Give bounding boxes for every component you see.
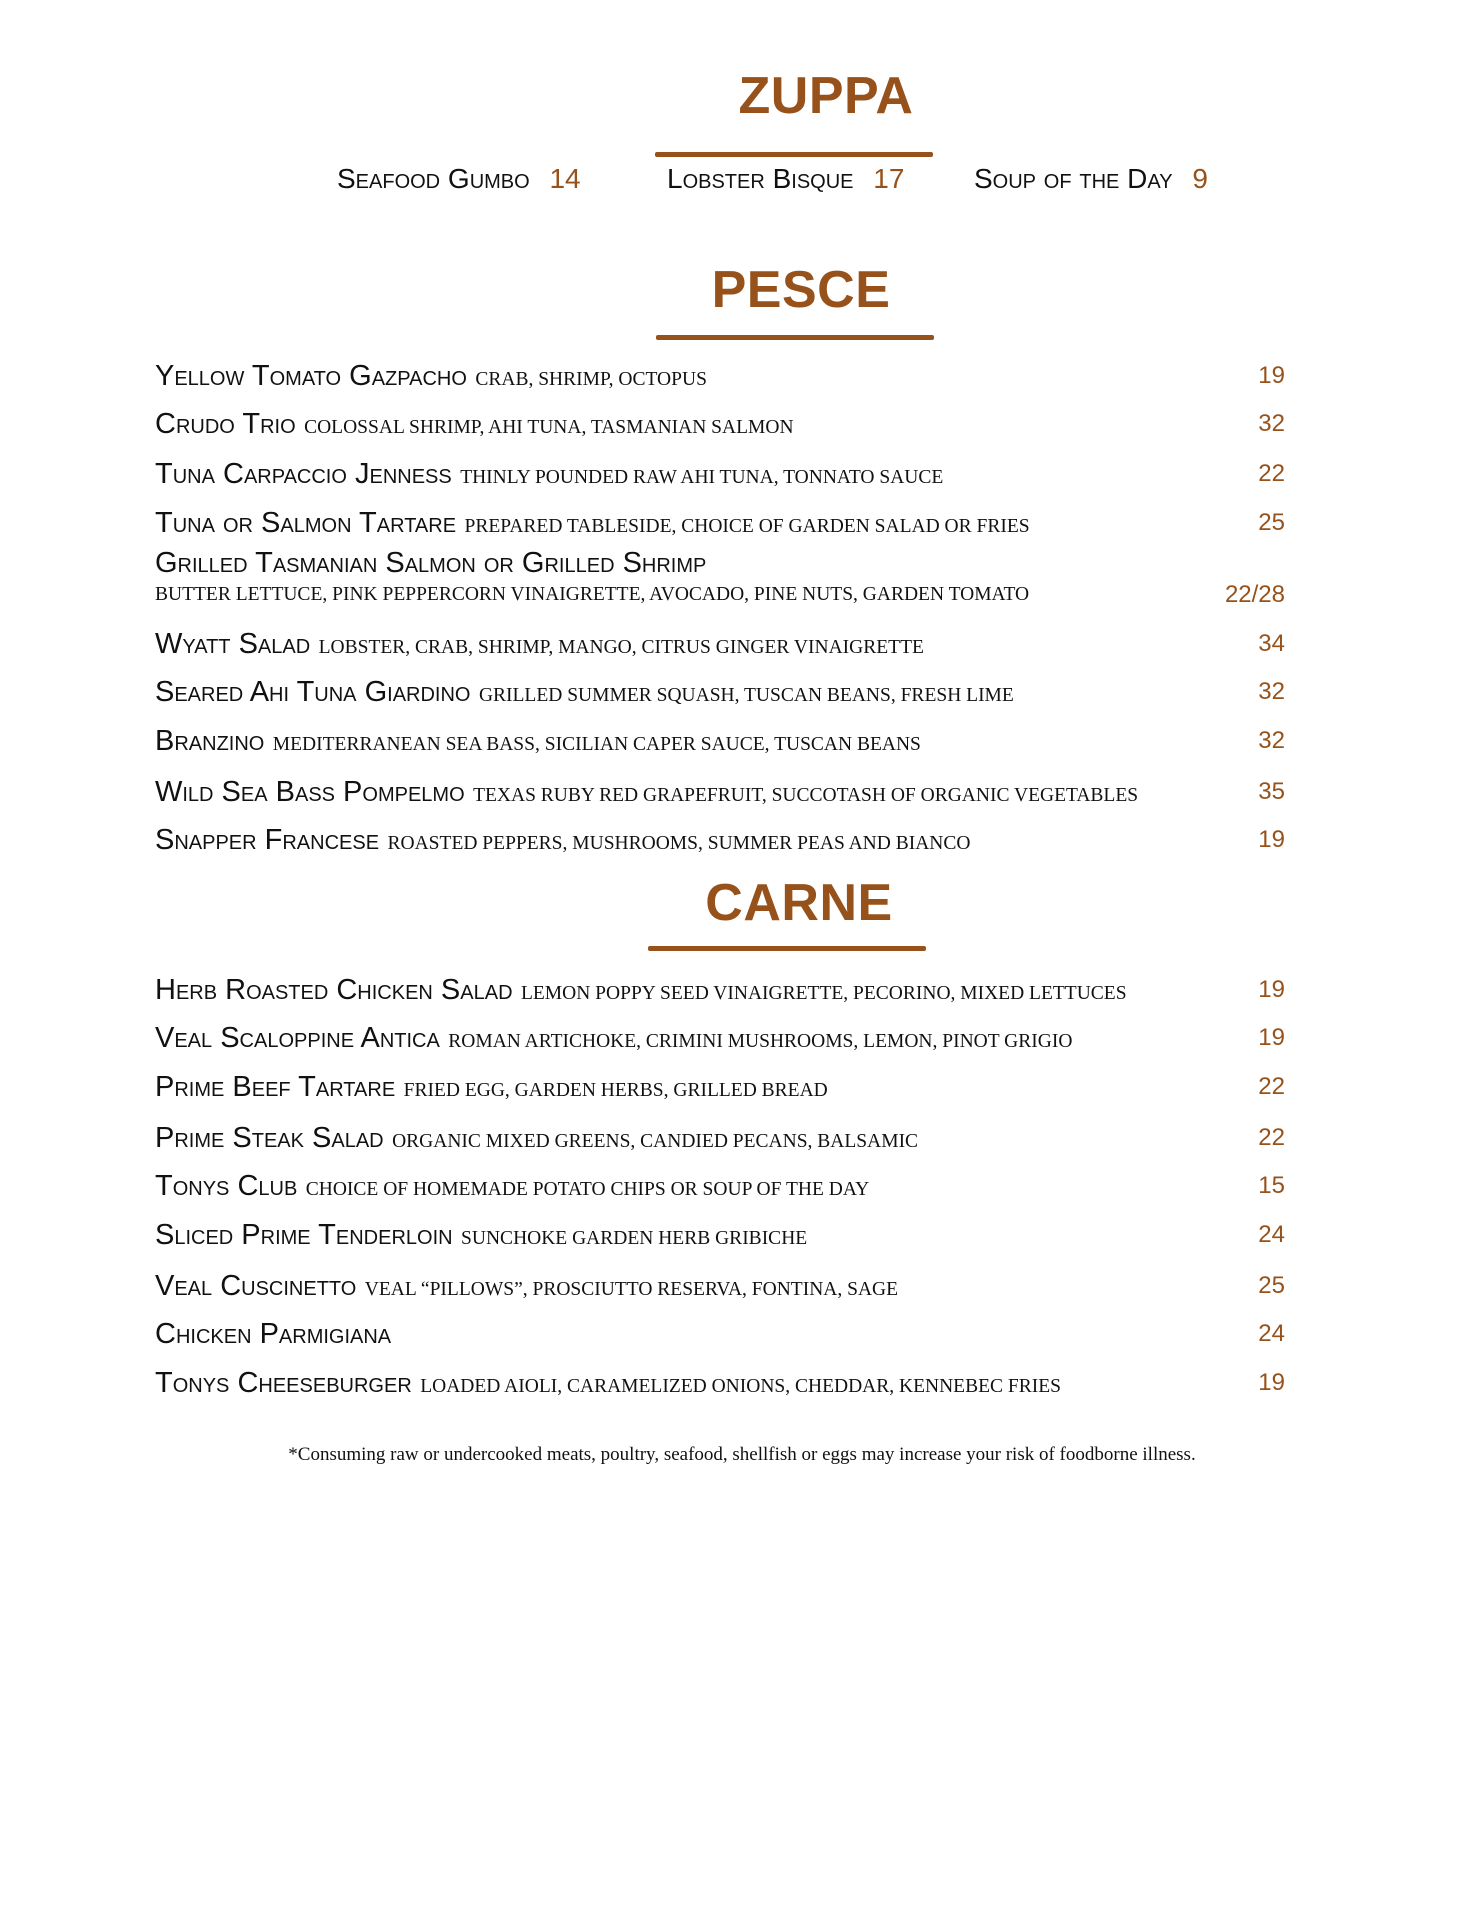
soup-price: 9	[1192, 163, 1208, 194]
item-description: COLOSSAL SHRIMP, AHI TUNA, TASMANIAN SALMON	[304, 417, 794, 438]
menu-item	[155, 1317, 1285, 1351]
item-name: Snapper Francese	[155, 824, 380, 856]
item-name: Wild Sea Bass Pompelmo	[155, 776, 465, 808]
item-price: 25	[1258, 1272, 1285, 1299]
item-price: 19	[1258, 826, 1285, 853]
item-price: 35	[1258, 778, 1285, 805]
menu-item	[155, 1121, 1285, 1159]
item-description: PREPARED TABLESIDE, CHOICE OF GARDEN SALAD OR FRIES	[464, 516, 1030, 537]
item-price: 25	[1258, 509, 1285, 536]
item-name: Branzino	[155, 725, 265, 757]
menu-item	[155, 775, 1285, 813]
pesce-title: PESCE	[711, 261, 891, 319]
item-name: Sliced Prime Tenderloin	[155, 1219, 453, 1251]
item-price: 22	[1258, 1124, 1285, 1151]
item-description: LEMON POPPY SEED VINAIGRETTE, PECORINO, MIXED LETTUCES	[520, 983, 1127, 1004]
item-description: MEDITERRANEAN SEA BASS, SICILIAN CAPER SAUCE, TUSCAN BEANS	[272, 734, 921, 755]
item-description: ROMAN ARTICHOKE, CRIMINI MUSHROOMS, LEMON, PINOT GRIGIO	[448, 1031, 1073, 1052]
menu-item	[155, 359, 1285, 397]
item-description: GRILLED SUMMER SQUASH, TUSCAN BEANS, FRESH LIME	[478, 685, 1014, 706]
item-name: Grilled Tasmanian Salmon or Grilled Shrimp	[155, 547, 707, 579]
item-price: 22	[1258, 1073, 1285, 1100]
item-price: 19	[1258, 362, 1285, 389]
soup-item	[667, 162, 904, 196]
item-description: THINLY POUNDED RAW AHI TUNA, TONNATO SAUCE	[460, 467, 944, 488]
menu-item	[155, 1169, 1285, 1207]
menu-item	[155, 973, 1285, 1011]
menu-item	[155, 407, 1285, 445]
menu-item	[155, 627, 1285, 665]
item-description: FRIED EGG, GARDEN HERBS, GRILLED BREAD	[403, 1080, 828, 1101]
item-name: Tonys Club	[155, 1170, 298, 1202]
menu-item	[155, 675, 1285, 713]
menu-item	[155, 1269, 1285, 1307]
soup-item	[337, 162, 581, 196]
soup-price: 14	[549, 163, 581, 194]
item-price: 19	[1258, 1024, 1285, 1051]
item-name: Prime Beef Tartare	[155, 1071, 396, 1103]
carne-divider	[648, 946, 926, 951]
item-name: Veal Cuscinetto	[155, 1270, 357, 1302]
item-name: Prime Steak Salad	[155, 1122, 384, 1154]
item-description: ROASTED PEPPERS, MUSHROOMS, SUMMER PEAS AND BIANCO	[387, 833, 971, 854]
item-price: 24	[1258, 1221, 1285, 1248]
item-name: Yellow Tomato Gazpacho	[155, 360, 467, 392]
item-description: SUNCHOKE GARDEN HERB GRIBICHE	[461, 1228, 808, 1249]
item-description: CRAB, SHRIMP, OCTOPUS	[475, 369, 707, 390]
item-name: Herb Roasted Chicken Salad	[155, 974, 513, 1006]
item-name: Seared Ahi Tuna Giardino	[155, 676, 471, 708]
soup-name: Seafood Gumbo	[337, 163, 530, 194]
soup-name: Lobster Bisque	[667, 163, 854, 194]
menu-item	[155, 1070, 1285, 1108]
item-price: 32	[1258, 410, 1285, 437]
menu-item	[155, 823, 1285, 861]
item-price: 32	[1258, 678, 1285, 705]
item-description: TEXAS RUBY RED GRAPEFRUIT, SUCCOTASH OF ORGANIC VEGETABLES	[473, 785, 1139, 806]
item-name: Tuna Carpaccio Jenness	[155, 458, 452, 490]
item-price: 22	[1258, 460, 1285, 487]
zuppa-divider	[655, 152, 933, 157]
allergy-footnote: *Consuming raw or undercooked meats, poultry, seafood, shellfish or eggs may increase your risk of foodborne illness.	[288, 1444, 1196, 1465]
menu-item	[155, 506, 1285, 544]
soup-price: 17	[873, 163, 905, 194]
pesce-divider	[656, 335, 934, 340]
menu-item	[155, 1021, 1285, 1059]
item-description: CHOICE OF HOMEMADE POTATO CHIPS OR SOUP OF THE DAY	[305, 1179, 870, 1200]
soup-item	[974, 162, 1208, 196]
soup-name: Soup of the Day	[974, 163, 1173, 194]
item-name: Chicken Parmigiana	[155, 1318, 392, 1350]
menu-item	[155, 724, 1285, 762]
menu-item	[155, 546, 1285, 610]
item-price: 24	[1258, 1320, 1285, 1347]
item-description: LOBSTER, CRAB, SHRIMP, MANGO, CITRUS GINGER VINAIGRETTE	[318, 637, 924, 658]
item-price: 19	[1258, 976, 1285, 1003]
carne-title: CARNE	[705, 874, 893, 932]
item-price: 15	[1258, 1172, 1285, 1199]
item-description: LOADED AIOLI, CARAMELIZED ONIONS, CHEDDAR, KENNEBEC FRIES	[420, 1376, 1061, 1397]
item-name: Crudo Trio	[155, 408, 296, 440]
item-description: ORGANIC MIXED GREENS, CANDIED PECANS, BALSAMIC	[392, 1131, 919, 1152]
item-price: 19	[1258, 1369, 1285, 1396]
item-name: Tonys Cheeseburger	[155, 1367, 412, 1399]
item-name: Tuna or Salmon Tartare	[155, 507, 457, 539]
menu-item	[155, 1366, 1285, 1404]
menu-item	[155, 457, 1285, 495]
item-description: BUTTER LETTUCE, PINK PEPPERCORN VINAIGRETTE, AVOCADO, PINE NUTS, GARDEN TOMATO	[155, 584, 1030, 605]
zuppa-title: ZUPPA	[738, 67, 914, 125]
item-name: Wyatt Salad	[155, 628, 311, 660]
item-price: 34	[1258, 630, 1285, 657]
item-price: 22/28	[1224, 581, 1285, 608]
item-price: 32	[1258, 727, 1285, 754]
menu-item	[155, 1218, 1285, 1256]
item-name: Veal Scaloppine Antica	[155, 1022, 440, 1054]
item-description: VEAL “PILLOWS”, PROSCIUTTO RESERVA, FONTINA, SAGE	[364, 1279, 899, 1300]
